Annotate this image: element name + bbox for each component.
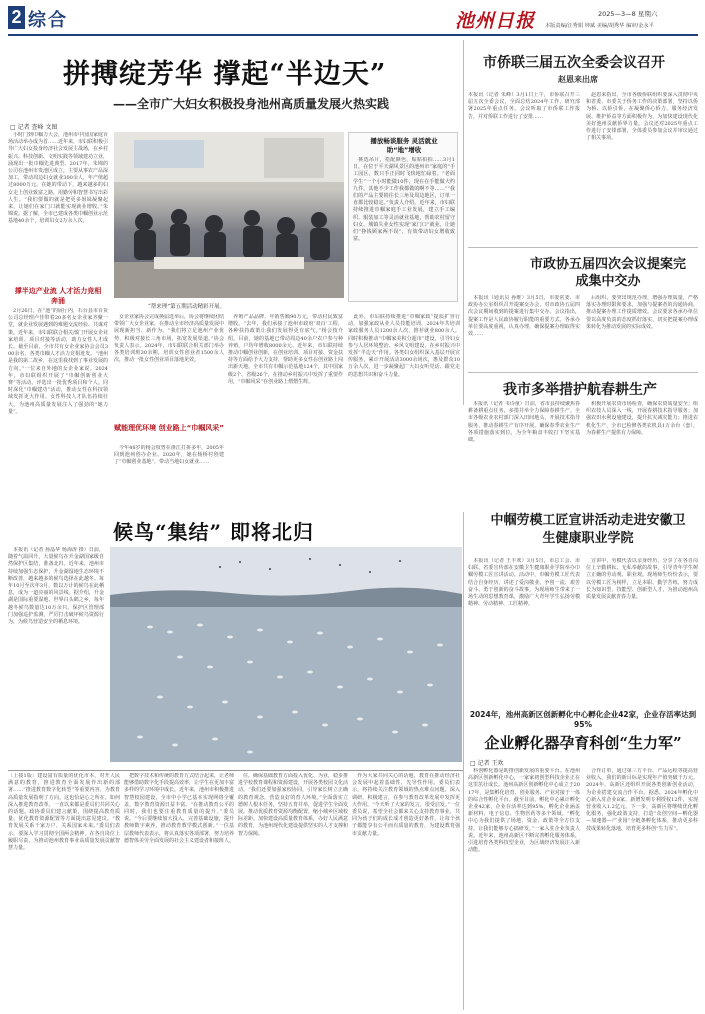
story-zhengxie-text-2: 后组织。要突出规范办理，增强办理质量，严格落实办理时限和要求，加强与提案者的沟通协商，推动提案办理工作提质增效。会议要求各承办单位要以高度负责的态度抓好落实，切实把提案办理成果转化为推动发展的实际成效。 [586, 295, 698, 330]
story-spring-farming [468, 375, 698, 505]
masthead-rule [8, 34, 698, 36]
lead-story [8, 40, 460, 510]
lead-box-text: 挑选吊片，搭配颜色，贴贴拍拍……3月1日，在位于平天湖风景区的池州市“家庭的”手工园区，数只手正同时飞快地忙碌着。“老面学生”一个小时能做10件，现在在手能做大约九件，其他不少工作我都做的啊不等……”“我们的产品主要销往长三角及周边地区，订单一直都比较稳定。”负责人介绍。近年来，市妇联持续推进巾帼家庭手工业发展，建立手工编织、服装加工等灵活就业基地，帮助农村留守妇女、城镇失业女性实现“家门口”就业，让她们“挣钱顾家两不误”，有效带动妇女增收致富。 [353, 157, 455, 243]
story-zhengxie [468, 250, 698, 370]
story-incubator [468, 710, 698, 1010]
story-spring-farming-text-2: 积极开展农资市场检查，确保农资质量安全；组织农技人员深入一线，开展春耕技术指导服务；加强农田水利设施建设，提升抗灾减灾能力；推进农机化生产，全市已检修各类农机具1万余台（套），为春耕生产提供有力保障。 [586, 401, 698, 436]
lead-sidebar-box [348, 132, 458, 302]
lead-crosshead-1: 撑半边产业流 人才活力竞相奔涌 [14, 287, 102, 305]
bottom-col1-text: 〔上接1版〕建设富有质量的优化市本，对开人民满意的教育，推进教育全面发展作出新的部署……“推进教育数字化转型”等重要内容，为教育高质量发展指明了方向。这也恰是心之所在。如何深入推进教育改革，一直以来都是委员们共同关心的话题。政协委员们建言献策，围绕提高教育质量、优化教育资源配置等方面提出意见建议。“教育发展关系千家万户，关系国家未来。”委员们表示，要深入学习贯彻全国两会精神，在各自岗位上履职尽责，为推动池州教育事业高质量发展贡献智慧力量。 [8, 773, 120, 852]
lead-byline: □ 记者 查峰 文图 [10, 124, 58, 131]
story-incubator-byline-text: 记者 王欢 [477, 760, 504, 767]
story-incubator-text-1: 科创孵化器是助推创新发展的重要平台。在池州高新区创新孵化中心，一家家初创型科技企业正在这里茁壮成长。池州高新区创新孵化中心成立于2017年，是集孵化培育、创业服务、产业对接于一体的综合性孵化平台。截至目前，孵化中心累计孵化企业42家，企业存活率达到95%，孵化企业涵盖新材料、电子信息、生物医药等多个领域。“孵化中心为我们提供了场地、资金、政策等全方位支持，让我们能够专心搞研发。”一家入驻企业负责人说。近年来，池州高新区不断完善孵化服务体系，引进培育各类科技型企业，为区域经济发展注入新动能。 [468, 768, 580, 854]
lead-crosshead-2: 赋能理优环境 创业路上“巾帼风采” [114, 424, 224, 432]
feature-photo-text: 本报讯（记者 孙晶华 杨海涛 摄）日前，随着气温回升，大量候鸟在升金湖国家级自然保护区集结，准备北归。近年来，池州市持续加强生态保护，升金湖湿地生态环境不断改善，越来越多的候鸟选择在此越冬。每年10月至次年3月，数以万计的候鸟在此栖息，成为一道亮丽的风景线。据介绍，升金湖是国际重要湿地、世界白头鹤之乡，每年越冬候鸟数量达10万余只。保护区管理部门加强巡护监测，严厉打击破坏候鸟资源行为，为候鸟营造安全的栖息环境。 [8, 547, 104, 626]
lead-col2-text-b: 今年48岁的杨会枝曾在浙江打拼多年，2005年回到池州创办企业。2020年，她在杨桥村创建了“巾帼创业基地”，带动当地妇女就业…… [114, 445, 224, 466]
lead-subheadline: ——全市广大妇女积极投身池州高质量发展火热实践 [113, 97, 390, 111]
story-incubator-text-2: 合作订单，通过第三方平台、产品远程等提高营业收入，我们的新目标是实现年产值突破千万元。2024年，高新区还组织开展各类创新创业活动，为企业搭建交流合作平台。据悉，2024年孵化中心新入驻企业8家，新增发明专利授权12件，实现营业收入1.2亿元。下一步，高新区将继续优化孵化服务，强化政策支持，打造“众创空间—孵化器—加速器—产业园”全链条孵化体系，推动更多科技成果转化落地，培育更多科创“生力军”。 [586, 768, 698, 832]
feature-photo-block [8, 512, 463, 767]
issue-date: 2025—3—8 星期六 [598, 10, 658, 18]
story-qiaolian-text-2: 赵恩来指出，全市各级侨联组织要深入贯彻中央和省委、市委关于侨务工作的决策部署，坚持以侨为桥、以侨引侨，在凝聚侨心侨力、服务经济发展、维护侨益等方面积极作为，为加快建设现代化美好池州贡献侨界力量。会议还对2025年重点工作进行了安排部署，全体委员参加会议并审议通过了相关事项。 [586, 92, 698, 142]
lead-col1-text-b: 2月26日，在“池”的展厅内，石台县市百货公司总经理卢佳带着20多名女企业家齐聚一堂，就企业发展遇到的难题交流经验、共谋对策。近年来，市妇联联合相关部门开展女企业家培训、项目对接等活动，助力女性人才成长。截至目前，全市共有女企业家协会会员300余名，各类巾帼人才活力竞相迸发。“池州是我的第二故乡，在这里我找到了事业发展的方向。”一位来自外地的女企业家说。2024年，市妇联组织开展了“巾帼创新创业大赛”等活动，评选出一批优秀项目和个人。同时深化“巾帼建功”活动，推动女性在科技领域发挥更大作用。女性科技人才队伍持续壮大，为池州高质量发展注入了强劲的“她力量”。 [8, 308, 108, 415]
lead-photo-image [114, 132, 344, 298]
migratory-birds-image [110, 547, 462, 762]
story-spring-farming-text-1: 本报讯（记者 韦诗童）日前，省市县持续聚焦春耕备耕重点任务，多措并举全力保障春耕生产。全市各级农业农村部门深入田间地头，开展技术指导服务，推动春耕生产有序开展，确保春季农业生产各项措施落实到位，为全年粮食丰收打下坚实基础。 [468, 401, 580, 444]
lead-box-title: 播放畅谈服务 灵活就业助“地”增收 [370, 137, 438, 154]
lead-col4-text: 此外，市妇联持续推进“巾帼家政”提质扩容行动，加强家政从业人员技能培训，2024年共培训家政服务人员1200余人次，推荐就业800余人。同时积极推动“巾帼家美积分超市”建设，引导妇女参与人居环境整治、乡风文明建设，在乡村振兴中发挥“半边天”作用。各类妇女组织深入基层开展宣传服务，累计开展活动3000余场次，惠及群众10万余人次，进一步凝聚起广大妇女听党话、跟党走的思想共识和奋斗力量。 [348, 314, 460, 378]
page-column-divider-3 [463, 710, 464, 1010]
story-labor-model [468, 508, 698, 708]
story-qiaolian [468, 40, 698, 245]
story-labor-model-title: 中帼劳模工匠宣讲活动走进安徽卫生健康职业学院 [490, 513, 686, 546]
feature-photo [110, 547, 462, 762]
bottom-col3-text: 住，确保基础教育方面投入优化、为业，稳步推进学校教育课程和资源建设，开展各类校园文化活动。“我们还要加强家校协同，引导家长树立正确的教育观念，营造良好的育人环境。”全面落实立德树人根本任务，坚持五育并举，促进学生全面发展。推动优质教育资源均衡配置，缩小城乡区域校际差距。加快建设高质量教育体系，办好人民满意的教育，为池州现代化建设提供坚实的人才支撑和智力保障。 [238, 773, 348, 837]
lead-byline-text: 记者 查峰 文图 [17, 124, 58, 131]
story-qiaolian-byline: 赵恩来出席 [558, 75, 598, 84]
bottom-col2-text: 把数字技术和传统的教育方式结合起来，让老师能够借助数字化手段提高效率，让学生在更加丰富多样的学习环境中成长。近年来，池州市积极推进智慧校园建设，全市中小学已基本实现网络全覆盖，数字教育资源日益丰富。“在推动教育公平的同时，我们也要注重教育质量的提升。”委员说。“今后要继续加大投入，完善基础设施，提升教师数字素养，推动教育教学模式创新。”一位基层教师代表表示，将认真落实各项部署，努力培养德智体美劳全面发展的社会主义建设者和接班人。 [124, 773, 234, 844]
editor-credits: 本版责编/汪秀娟 钟斌 美编/胡秀华 编审/金永平 [545, 23, 654, 29]
lead-col1-text-a: 小时门到巾帼力大会，池州市中国国家庭百场活动举办成为首……近年来，市妇联积极引导广大妇女投身经济社会发展主战场，在乡村振兴、科技创新、文明实践等领域建功立业，涌现出一批巾帼先进典型。2017年，朱锦的公司在池州市贵池区成立，主要从事农产品深加工，带动周边妇女就业300余人，年产值超过8000万元。在她的带动下，越来越多的妇女走上创业致富之路，用勤劳和智慧书写出彩人生。“我们要做的就是把更多姐妹凝聚起来，让她们在家门口就能实现就业增收。”朱锦说。据了解，全市已建成各类巾帼创业示范基地40余个，培训妇女2万余人次。 [8, 132, 108, 225]
story-incubator-byline: □ 记者 王欢 [470, 760, 504, 767]
feature-photo-title: 候鸟“集结” 即将北归 [113, 520, 314, 544]
story-incubator-title: 企业孵化器孕育科创“生力军” [484, 734, 682, 752]
section-number: 2 [11, 7, 22, 27]
lead-col2-text: 女企业家协会完成换届选举后，协会将继续团结带领广大女企业家，在推动全市经济高质量发展中展现新担当、新作为。“我们将立足池州产业优势，积极对接长三角市场，拓宽发展渠道。”协会负责人表示。2024年，市妇联联合相关部门举办各类培训班30余期，培训女性创业者1500余人次，推动一批女性创业项目落地见效。 [114, 314, 224, 364]
story-zhengxie-title: 市政协五届四次会议提案完成集中交办 [529, 257, 686, 289]
lead-photo [114, 132, 344, 298]
right-divider-2 [468, 372, 698, 373]
lead-col3-text: 养殖产品品牌，年销售额90万元，带动村民致富增收。“去年，我们承接了池州市政府‘双百’工程，各种扶持政策让我们发展得更有底气。”杨会枝介绍。目前，她的基地已带动周边40余户农户参与种养殖，户均年增收8000余元。近年来，市妇联持续推动巾帼创业创新，在创业培训、项目对接、资金扶持等方面给予大力支持，帮助更多女性在创业路上闯出新天地。全市共有巾帼示范基地124个，其中国家级2个、省级26个，在推动乡村振兴中发挥了重要作用，“巾帼风采”在创业路上熠熠生辉。 [228, 314, 343, 385]
bottom-section-rule [8, 770, 463, 771]
story-spring-farming-title: 我市多举措护航春耕生产 [503, 382, 657, 398]
right-divider-1 [468, 247, 698, 248]
story-incubator-kicker: 2024年，池州高新区创新孵化中心孵化企业42家，企业存活率达到95% [469, 710, 697, 729]
lead-photo-caption: “帮来理”第五期活动精彩开展。 [148, 304, 226, 310]
section-number-badge [8, 6, 25, 29]
section-name: 综合 [28, 10, 68, 31]
story-zhengxie-text-1: 本报讯（通讯员 孙维）3月5日，市委常委、市政协办公室组织召开提案交办会，对市政协五届四次会议期间收到的提案进行集中交办。会议指出，提案工作是人民政协履行职能的重要方式，各承办单位要高度重视，认真办理，确保提案办理取得实效…… [468, 295, 580, 338]
story-labor-model-text-1: 本报讯（记者 王丰欢）3月5日，市总工会、市妇联、省委宣传部在安徽卫生健康职业学院举办巾帼劳模工匠宣讲活动。活动中，巾帼劳模工匠代表结合自身经历，讲述了爱岗敬业、争创一流、艰苦奋斗、勇于创新的奋斗故事，为现场师生带来了一场生动的思想教育课，激励广大青年学生弘扬劳模精神、劳动精神、工匠精神。 [468, 558, 580, 608]
story-qiaolian-text-1: 本报讯（记者 朱峰）3月1日上午，市侨联召开三届五次全委会议，全面总结2024年工作，研究部署2025年重点任务。会议听取了市侨联工作报告，并对侨联工作进行了安排…… [468, 92, 580, 120]
story-qiaolian-title: 市侨联三届五次全委会议召开 [483, 55, 665, 71]
masthead-logo: 池州日报 [455, 10, 536, 32]
lead-headline: 拼搏绽芳华 撑起“半边天” [63, 59, 387, 90]
bottom-col4-text: 作为大家共同关心的话题，教育在推动经济社会发展中起着基础性、先导性作用。委员们表示，将持续关注教育领域的热点难点问题，深入调研，积极建言，在参与教育改革发展中发挥更大作用。“今天听了大家的发言，很受启发。”一位委员说，希望全社会都来关心支持教育事业，共同为孩子们的成长成才创造更好条件，让每个孩子都能享有公平而有质量的教育，为建设教育强市贡献力量。 [352, 773, 460, 837]
story-labor-model-text-2: 宣讲中，劳模代表以亲身经历，分享了在各自岗位上辛勤耕耘、无私奉献的故事，引导青年学生树立正确的劳动观、职业观。现场师生纷纷表示，要以劳模工匠为榜样，立足本职、勤学苦练，努力成长为知识型、技能型、创新型人才，为推动池州高质量发展贡献青春力量。 [586, 558, 698, 601]
page-column-divider [463, 40, 464, 405]
masthead [0, 0, 705, 37]
